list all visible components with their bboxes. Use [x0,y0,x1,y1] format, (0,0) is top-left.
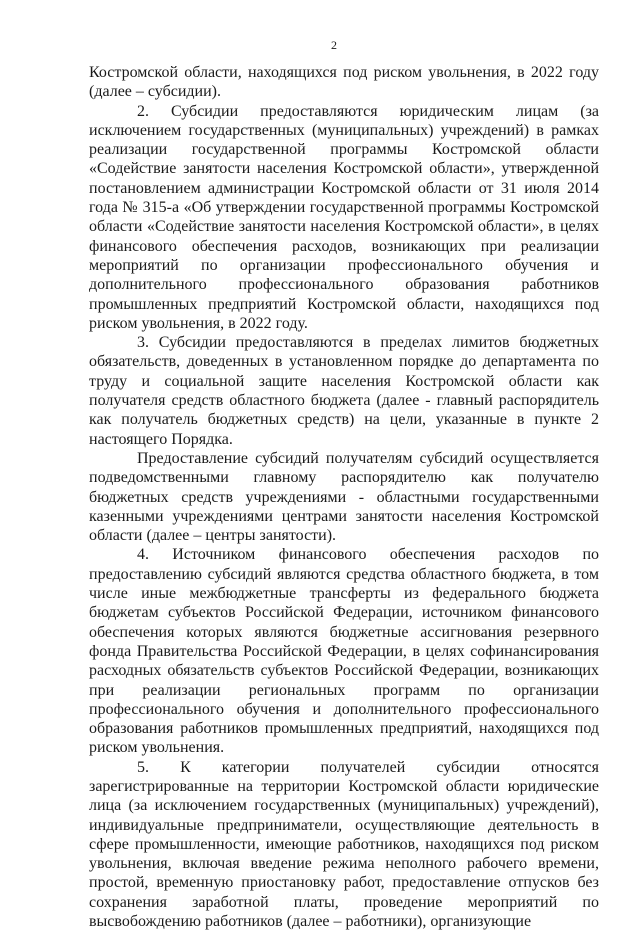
paragraph-continuation: Костромской области, находящихся под риском увольнения, в 2022 году (далее – субсидии). [89,64,599,101]
page-number: 2 [331,38,337,52]
paragraph-item-3-continued: Предоставление субсидий получателям субсидий осуществляется подведомственными главному распорядителю как получателю бюджетных средств учреждениями - областными государственными казенными учреждениями центрами занятости населения Костромской области (далее – центры занятости). [89,449,599,545]
paragraph-item-2: 2. Субсидии предоставляются юридическим лицам (за исключением государственных (муниципальных) учреждений) в рамках реализации государственной программы Костромской области «Содействие занятости населения Костромской области», утвержденной постановлением администрации Костромской области от 31 июля 2014 года № 315-а «Об утверждении государственной программы Костромской области «Содействие занятости населения Костромской области», в целях финансового обеспечения расходов, возникающих при реализации мероприятий по организации профессионального обучения и дополнительного профессионального образования работников промышленных предприятий Костромской области, находящихся под риском увольнения, в 2022 году. [89,102,599,332]
paragraph-item-4: 4. Источником финансового обеспечения расходов по предоставлению субсидий являются средства областного бюджета, в том числе иные межбюджетные трансферты из федерального бюджета бюджетам субъектов Российской Федерации, источником финансового обеспечения которых являются бюджетные ассигнования резервного фонда Правительства Российской Федерации, в целях софинансирования расходных обязательств субъектов Российской Федерации, возникающих при реализации региональных программ по организации профессионального обучения и дополнительного профессионального образования работников промышленных предприятий, находящихся под риском увольнения. [89,546,599,757]
paragraph-item-5: 5. К категории получателей субсидии относятся зарегистрированные на территории Костромской области юридические лица (за исключением государственных (муниципальных) учреждений), индивидуальные предприниматели, осуществляющие деятельность в сфере промышленности, имеющие работников, находящихся под риском увольнения, включая введение режима неполного рабочего времени, простой, временную приостановку работ, предоставление отпусков без сохранения заработной платы, проведение мероприятий по высвобождению работников (далее – работники), организующие [89,758,599,931]
paragraph-item-3: 3. Субсидии предоставляются в пределах лимитов бюджетных обязательств, доведенных в установленном порядке до департамента по труду и социальной защите населения Костромской области как получателя средств областного бюджета (далее - главный распорядитель как получатель бюджетных средств) на цели, указанные в пункте 2 настоящего Порядка. [89,334,599,448]
